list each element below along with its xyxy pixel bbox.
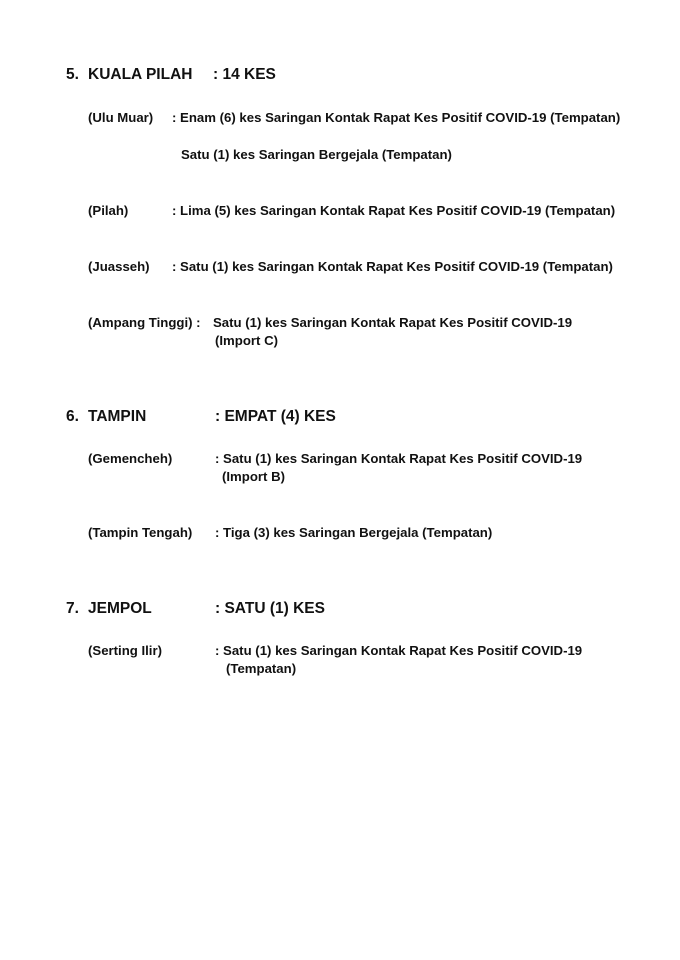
gemencheh-line-1: : Satu (1) kes Saringan Kontak Rapat Kes Positif COVID-19 <box>215 451 583 466</box>
section-7-total: : SATU (1) KES <box>215 600 325 617</box>
section-5-total: : 14 KES <box>213 66 276 83</box>
serting-ilir-line-1: : Satu (1) kes Saringan Kontak Rapat Kes Positif COVID-19 <box>215 643 583 658</box>
tampin-tengah-line-1: : Tiga (3) kes Saringan Bergejala (Tempatan) <box>215 525 493 540</box>
section-7-district: JEMPOL <box>88 600 152 617</box>
section-6-district: TAMPIN <box>88 408 147 425</box>
area-pilah: (Pilah) <box>88 203 129 218</box>
area-ampang-tinggi: (Ampang Tinggi) : <box>88 315 201 330</box>
gemencheh-line-2: (Import B) <box>222 469 285 484</box>
juasseh-line-1: : Satu (1) kes Saringan Kontak Rapat Kes Positif COVID-19 (Tempatan) <box>172 259 613 274</box>
area-serting-ilir: (Serting Ilir) <box>88 643 162 658</box>
section-6-number: 6. <box>66 408 79 425</box>
section-7-number: 7. <box>66 600 79 617</box>
ulu-muar-line-1: : Enam (6) kes Saringan Kontak Rapat Kes Positif COVID-19 (Tempatan) <box>172 110 621 125</box>
area-juasseh: (Juasseh) <box>88 259 150 274</box>
serting-ilir-line-2: (Tempatan) <box>226 661 297 676</box>
ulu-muar-line-2: Satu (1) kes Saringan Bergejala (Tempatan) <box>181 147 452 162</box>
ampang-tinggi-line-1: Satu (1) kes Saringan Kontak Rapat Kes Positif COVID-19 <box>213 315 573 330</box>
section-5-district: KUALA PILAH <box>88 66 193 83</box>
pilah-line-1: : Lima (5) kes Saringan Kontak Rapat Kes Positif COVID-19 (Tempatan) <box>172 203 616 218</box>
section-6-total: : EMPAT (4) KES <box>215 408 336 425</box>
area-tampin-tengah: (Tampin Tengah) <box>88 525 193 540</box>
area-ulu-muar: (Ulu Muar) <box>88 110 154 125</box>
ampang-tinggi-line-2: (Import C) <box>215 333 278 348</box>
area-gemencheh: (Gemencheh) <box>88 451 173 466</box>
section-5-number: 5. <box>66 66 79 83</box>
